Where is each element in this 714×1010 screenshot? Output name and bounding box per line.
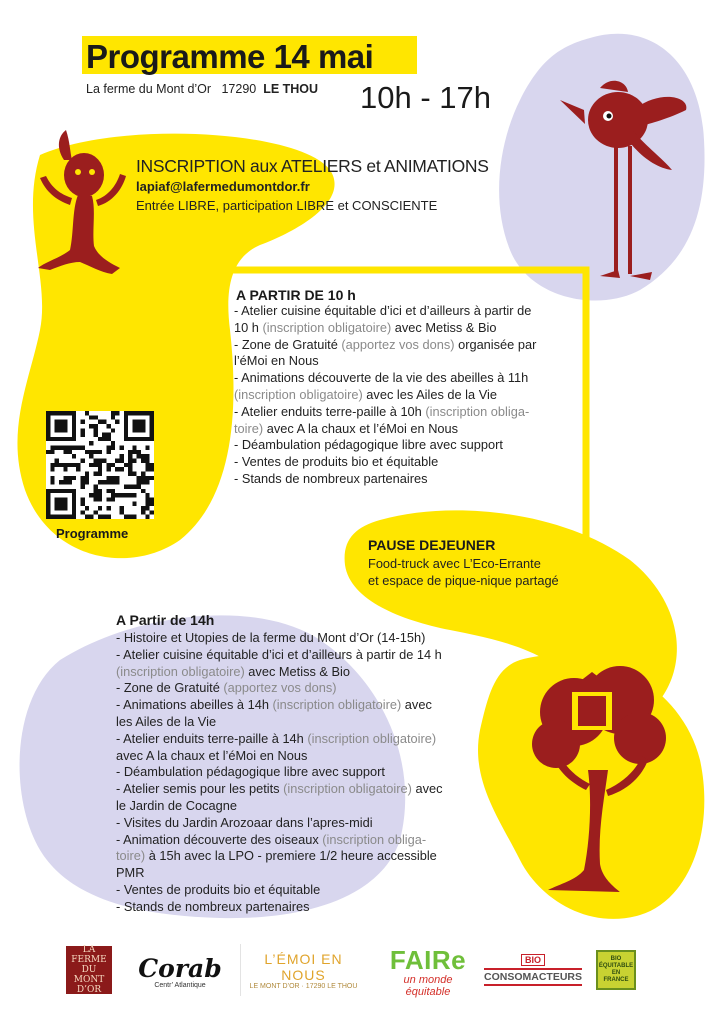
lavender-blob-top-right	[499, 34, 704, 301]
line-text: avec les Ailes de la Vie	[362, 386, 497, 402]
list-line	[234, 404, 536, 421]
logo-bio-name: CONSOMACTEURS	[484, 968, 582, 986]
page-title: Programme 14 mai	[86, 38, 374, 75]
line-text: avec	[411, 781, 443, 797]
line-text: - Animations découverte de la vie des abeilles à 11h	[234, 370, 529, 386]
note-text: (inscription obligatoire)	[262, 319, 392, 335]
inscription-entry: Entrée LIBRE, participation LIBRE et CONSCIENTE	[136, 198, 438, 213]
list-line	[116, 781, 442, 798]
line-text: avec A la chaux et l’éMoi en Nous	[116, 747, 308, 763]
line-text: - Ventes de produits bio et équitable	[116, 881, 321, 897]
list-line	[116, 647, 442, 664]
line-text: - Déambulation pédagogique libre avec support	[234, 437, 503, 453]
list-line	[234, 370, 536, 387]
note-text: (inscription obliga-	[322, 831, 427, 847]
line-text: - Histoire et Utopies de la ferme du Mont d’Or (14-15h)	[116, 630, 426, 645]
opening-hours: 10h - 17h	[360, 80, 491, 115]
line-text: PMR	[116, 865, 145, 881]
list-line	[116, 815, 442, 832]
list-line	[116, 714, 442, 731]
line-text: les Ailes de la Vie	[116, 713, 217, 729]
list-line	[368, 573, 559, 590]
note-text: (apportez vos dons)	[223, 680, 337, 696]
line-text: avec A la chaux et l’éMoi en Nous	[263, 420, 459, 436]
logo-bio-top: BIO	[521, 954, 545, 966]
line-text: - Animation découverte des oiseaux	[116, 831, 323, 847]
line-text: Food-truck avec L’Eco-Errante	[368, 556, 541, 571]
logo-emoi-sub: LE MONT D’OR · 17290 LE THOU	[249, 982, 358, 990]
logo-corab-name: Corab	[138, 953, 222, 983]
logo-ferme-mont-dor	[66, 946, 112, 994]
line-text: à 15h avec la LPO - premiere 1/2 heure accessible	[145, 848, 437, 864]
logo-corab-sub: Centr’ Atlantique	[154, 981, 206, 989]
afternoon-list	[116, 630, 442, 916]
note-text: toire)	[234, 420, 264, 436]
lunch-heading: PAUSE DEJEUNER	[368, 537, 496, 553]
qr-code[interactable]	[46, 411, 154, 519]
note-text: (apportez vos dons)	[341, 336, 455, 352]
note-text: toire)	[116, 848, 146, 864]
list-line	[116, 748, 442, 765]
logo-emoi-name: L’ÉMOI EN NOUS	[264, 950, 343, 983]
note-text: (inscription obliga-	[425, 403, 530, 419]
line-text: - Atelier semis pour les petits	[116, 781, 284, 797]
list-line	[116, 832, 442, 849]
logo-faire	[380, 944, 476, 998]
note-text: (inscription obligatoire)	[116, 663, 245, 679]
list-line	[368, 556, 559, 573]
line-text: - Déambulation pédagogique libre avec support	[116, 764, 385, 780]
logo-faire-name: FAIRe	[389, 944, 467, 975]
logo-ferme-text: LA FERME DU MONT D’OR	[71, 945, 107, 995]
logo-bio-consomacteurs	[484, 944, 583, 996]
line-text: - Atelier cuisine équitable d’ici et d’ailleurs à partir de	[234, 303, 532, 318]
list-line	[234, 421, 536, 438]
inscription-email[interactable]: lapiaf@lafermedumontdor.fr	[136, 179, 310, 194]
logo-corab	[128, 950, 232, 994]
line-text: - Atelier enduits terre-paille à 10h	[234, 403, 426, 419]
logo-bioeq-text: BIO ÉQUITABLE EN FRANCE	[598, 956, 634, 983]
morning-list	[234, 303, 536, 488]
list-line	[116, 848, 442, 865]
list-line	[234, 387, 536, 404]
list-line	[116, 630, 442, 647]
note-text: (inscription obligatoire)	[272, 697, 402, 713]
line-text: l’éMoi en Nous	[234, 353, 319, 369]
afternoon-heading: A Partir de 14h	[116, 612, 215, 628]
inscription-title: INSCRIPTION aux ATELIERS et ANIMATIONS	[136, 156, 489, 176]
list-line	[116, 680, 442, 697]
list-line	[116, 764, 442, 781]
list-line	[116, 731, 442, 748]
list-line	[116, 899, 442, 916]
list-line	[234, 454, 536, 471]
line-text: - Zone de Gratuité	[234, 336, 342, 352]
lunch-list	[368, 556, 559, 590]
note-text: (inscription obligatoire)	[283, 781, 412, 797]
line-text: organisée par	[454, 336, 537, 352]
venue-postcode: 17290	[221, 82, 257, 96]
list-line	[116, 697, 442, 714]
line-text: le Jardin de Cocagne	[116, 797, 237, 813]
list-line	[234, 437, 536, 454]
line-text: - Visites du Jardin Arozoaar dans l’apres-midi	[116, 814, 373, 830]
line-text: - Atelier enduits terre-paille à 14h	[116, 730, 308, 746]
venue-town: LE THOU	[263, 82, 319, 96]
list-line	[234, 337, 536, 354]
line-text: avec Metiss & Bio	[391, 319, 497, 335]
list-line	[116, 798, 442, 815]
list-line	[234, 320, 536, 337]
list-line	[116, 865, 442, 882]
line-text: - Stands de nombreux partenaires	[116, 898, 310, 914]
list-line	[116, 882, 442, 899]
line-text: - Animations abeilles à 14h	[116, 697, 273, 713]
line-text: avec	[401, 697, 432, 713]
logo-faire-sub: un monde équitable	[403, 973, 453, 998]
note-text: (inscription obligatoire)	[234, 386, 363, 402]
line-text: - Ventes de produits bio et équitable	[234, 454, 439, 470]
logo-emoi-en-nous	[240, 944, 366, 996]
line-text: 10 h	[234, 319, 263, 335]
list-line	[116, 664, 442, 681]
line-text: avec Metiss & Bio	[244, 663, 351, 679]
morning-heading: A PARTIR DE 10 h	[236, 287, 356, 303]
qr-label: Programme	[56, 526, 129, 541]
line-text: et espace de pique-nique partagé	[368, 572, 559, 588]
line-text: - Zone de Gratuité	[116, 680, 224, 696]
venue-line	[86, 82, 318, 96]
logo-bio-equitable-en-france	[596, 950, 636, 990]
list-line	[234, 303, 536, 320]
venue-name: La ferme du Mont d’Or	[86, 82, 212, 96]
note-text: (inscription obligatoire)	[307, 730, 437, 746]
list-line	[234, 353, 536, 370]
line-text: - Atelier cuisine équitable d’ici et d’ailleurs à partir de 14 h	[116, 646, 442, 662]
line-text: - Stands de nombreux partenaires	[234, 470, 428, 486]
list-line	[234, 471, 536, 488]
